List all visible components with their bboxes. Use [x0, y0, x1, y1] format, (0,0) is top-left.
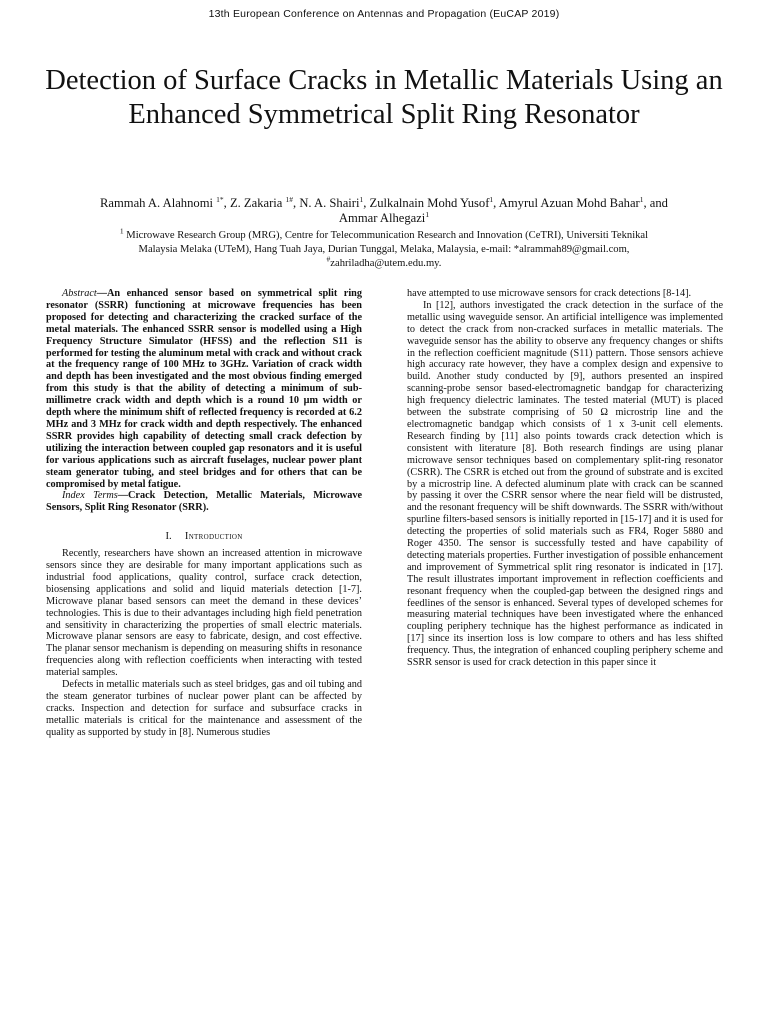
section-heading — [46, 531, 362, 543]
section-number: I. — [165, 531, 172, 543]
abstract — [46, 288, 362, 490]
author-name: N. A. Shairi — [299, 196, 360, 210]
author-name: Z. Zakaria — [229, 196, 286, 210]
author-name: Rammah A. Alahnomi — [100, 196, 217, 210]
author-mark: 1* — [216, 194, 224, 204]
author-name: Ammar Alhegazi — [338, 211, 426, 225]
abstract-label: Abstract — [62, 288, 97, 299]
index-terms-label: Index Terms — [62, 490, 118, 502]
author-name: Amyrul Azuan Mohd Bahar — [498, 196, 640, 210]
author-list: Rammah A. Alahnomi $^{1*}$, Z. Zakaria $^{1\#}$, N. A. Shairi$^1$, Zulkalnain Mohd Yusof$^1$, Amyrul Azuan Mohd Bahar$^1$, and Ammar Alhegazi$^1$ — [100, 194, 668, 225]
author-mark: 1 — [639, 194, 644, 204]
body-paragraph: Recently, researchers have shown an increased attention in microwave sensors since they are desirable for many important applications such as industrial food applications, quality control, surface crack detection, biosensing applications and solid and liquid materials detection [1-7]. Microwave planar based sensors can meet the demand in these devices’ technologies. This is due to their advantages including high field penetration and sensitivity in characterizing the properties of small electric materials. Microwave planar sensors are easy to fabricate, design, and cost effective. The planar sensor mechanism is depending on measuring shifts in resonance frequencies along with reflection coefficients when interacting with tested material samples. — [46, 548, 362, 679]
author-mark: 1 — [489, 194, 494, 204]
left-column — [46, 288, 362, 739]
author-mark: 1 — [359, 194, 364, 204]
author-mark: 1# — [285, 194, 294, 204]
paper-title: Detection of Surface Cracks in Metallic Materials Using an Enhanced Symmetrical Split Ring Resonator — [45, 65, 723, 130]
body-paragraph-continued: have attempted to use microwave sensors for crack detections [8-14]. — [407, 288, 692, 299]
abstract-text: —An enhanced sensor based on symmetrical split ring resonator (SSRR) functioning at microwave frequencies has been proposed for detecting and characterizing the cracked surface of the metal materials. The enhanced SSRR sensor is modelled using a High Frequency Structure Simulator (HFSS) and the reflection S11 is performed for testing the aluminum metal with crack and without crack at the frequency range of 100 MHz to 3GHz. Variation of crack width and depth has been investigated and the most obvious finding emerged from this study is that the ability of detecting a minimum of sub-millimetre crack width and depth which is a round 10 μm width or depth where the minimum shift of reflected frequency is recorded at 6.2 MHz and 3 MHz for crack width and depth respectively. The enhanced SSRR provides high capability of detecting small crack defection by utilizing the interaction between coupled gap resonators and it is useful for various applications such as aircraft fuselages, nuclear power plant steam generator tubing, and steel bridges and for others that can be compromised by metal fatigue. — [46, 288, 362, 490]
right-column — [407, 288, 723, 669]
author-name: Zulkalnain Mohd Yusof — [369, 196, 490, 210]
affiliation-email: zahriladha@utem.edu.my. — [330, 258, 442, 269]
affiliation: $^1$ Microwave Research Group (MRG), Centre for Telecommunication Research and Innovation (CeTRI), Universiti Teknikal Malaysia Melaka (UTeM), Hang Tuah Jaya, Durian Tunggal, Melaka, Malaysia, e-mail: *alrammah89@gmail.com, #zahriladha@utem.edu.my. — [119, 226, 649, 269]
affiliation-mark: # — [326, 254, 331, 264]
conference-header: 13th European Conference on Antennas and Propagation (EuCAP 2019) — [208, 8, 560, 20]
body-paragraph: Defects in metallic materials such as steel bridges, gas and oil tubing and the steam generator turbines of nuclear power plant can be affected by cracks. Inspection and detection for surface and subsurface cracks in metallic materials is critical for the maintenance and assessment of the quality as supported by study in [8]. Numerous studies — [46, 679, 362, 738]
section-title: Introduction — [184, 531, 243, 543]
body-paragraph: In [12], authors investigated the crack detection in the surface of the metallic using waveguide sensor. An artificial intelligence was implemented to detect the crack from non-cracked surfaces in metallic materials. The waveguide sensor has the ability to observe any frequency changes or shifts in the reflection coefficient magnitude (S11) pattern. Those sensors achieve high accuracy rate however, they have a complex design and expensive to build. Another study conducted by [9], authors presented an inspired scanning-probe sensor based-electromagnetic bandgap for characterizing high frequency dielectric laminates. The tested material (MUT) is placed between the substrate comprising of 50 Ω microstrip line and the electromagnetic bandgap which consists of 1 x 3-unit cell elements. Research finding by [11] also points towards crack detection which is consistent with literature [8]. Both research findings are using planar microwave sensor techniques based on complementary split-ring resonator (CSRR). The CSRR is etched out from the ground of substrate and is excited by a microstrip line. A defected aluminum plate with crack can be scanned by passing it over the CSRR sensor where the near field will be distrusted, and the resonant frequency will be shift downwards. The SSRR with/without spurline filters-based sensors is initially reported in [15-17] and it is used for detecting the properties of solid materials such as FR4, Roger 5880 and Roger 4350. The sensor is successfully tested and have capability of detecting materials properties. Further investigation of possible enhancement and improvement of Symmetrical split ring resonator is indicated in [17]. The result illustrates important improvement in reflection coefficients and resonant frequency when the coupled-gap between the designed rings and feedlines of the sensor is enhanced. Several types of developed schemes for measuring material techniques have been investigated where the enhanced coupling periphery technique has the highest performance as indicated in [17] since its insertion loss is low compare to others and has less shifted frequency. Thus, the integration of enhanced coupling periphery scheme and SSRR sensor is used for crack detection in this paper since it — [407, 299, 723, 669]
index-terms-text: —Crack Detection, Metallic Materials, Microwave Sensors, Split Ring Resonator (SRR). — [46, 490, 362, 514]
author-mark: 1 — [425, 209, 430, 219]
affiliation-mark: 1 — [119, 226, 124, 236]
index-terms — [46, 490, 362, 514]
